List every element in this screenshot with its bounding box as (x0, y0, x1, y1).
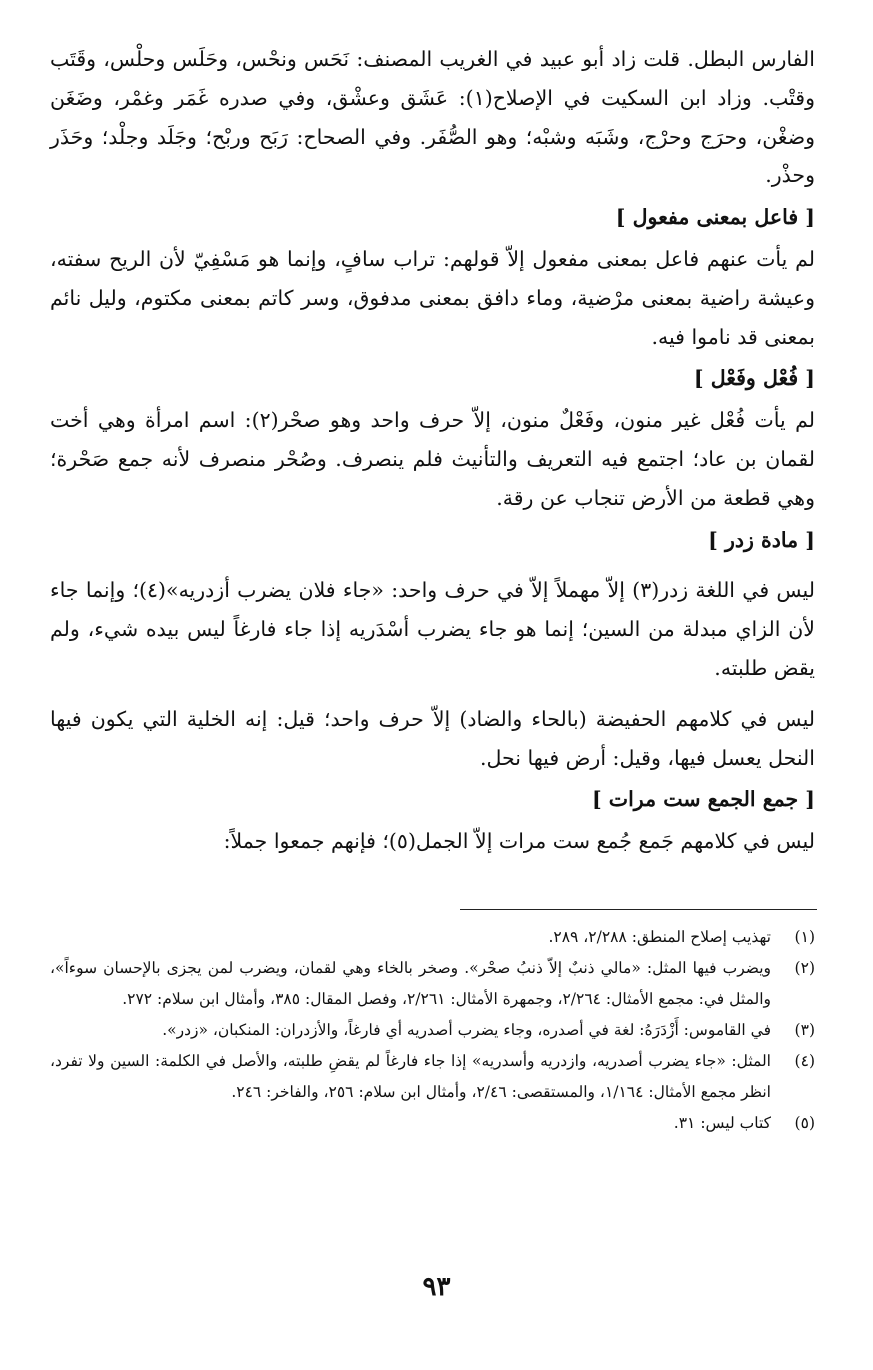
footnote-text: المثل: «جاء يضرب أصدريه، وازدريه وأسدريه» إذا جاء فارغاً لم يقضِ طلبته، والأصل في الكلمة: السين ولا تفرد، انظر مجمع الأمثال: ١/١٦٤، والمستقصى: ٢/٤٦، وأمثال ابن سلام: ٢٥٦، والفاخر: ٢٤٦. (50, 1052, 771, 1101)
footnote-text: ويضرب فيها المثل: «مالي ذنبٌ إلاّ ذنبُ صحْر». وصخر بالخاء وهي لقمان، ويضرب لمن يجزى بالإحسان سوءاً»، والمثل في: مجمع الأمثال: ٢/٢٦٤، وجمهرة الأمثال: ٢/٢٦١، وفصل المقال: ٣٨٥، وأمثال ابن سلام: ٢٧٢. (50, 959, 771, 1008)
footnote-number: (٥) (794, 1114, 815, 1132)
section-heading: [ جمع الجمع ست مرات ] (591, 787, 815, 812)
footnote-separator (460, 909, 817, 910)
body-paragraph: ليس في اللغة زدر(٣) إلاّ مهملاً إلاّ في حرف واحد: «جاء فلان يضرب أزدريه»(٤)؛ وإنما جاء لأن الزاي مبدلة من السين؛ إنما هو جاء يضرب أسْدَريه إذا جاء فارغاً ليس بيده شيء، ولم يقض طلبته. (50, 578, 815, 680)
main-text (50, 40, 815, 861)
footnote-number: (٣) (794, 1021, 815, 1039)
section-heading: [ فاعل بمعنى مفعول ] (615, 205, 815, 230)
footnote-item (50, 1108, 815, 1139)
section-heading: [ مادة زدر ] (708, 527, 815, 552)
footnote-item (50, 922, 815, 953)
body-paragraph: ليس في كلامهم الحفيضة (بالحاء والضاد) إلاّ حرف واحد؛ قيل: إنه الخلية التي يكون فيها النحل يعسل فيها، وقيل: أرض فيها نحل. (50, 706, 815, 770)
footnote-text: تهذيب إصلاح المنطق: ٢/٢٨٨، ٢٨٩. (548, 928, 771, 946)
footnote-number: (٢) (794, 959, 815, 977)
footnote-text: في القاموس: أَزْدَرَهُ: لغة في أصدره، وجاء يضرب أصدريه أي فارغاً، والأزدران: المنكبان، «زدر». (162, 1021, 771, 1039)
body-paragraph: لم يأت فُعْل غير منون، وفَعْلٌ منون، إلاّ حرف واحد وهو صحْر(٢): اسم امرأة وهي أخت لقمان بن عاد؛ اجتمع فيه التعريف والتأنيث فلم ينصرف. وصُحْر منصرف لأنه جمع صَحْرة؛ وهي قطعة من الأرض تنجاب عن رقة. (50, 408, 815, 510)
body-paragraph: ليس في كلامهم جَمع جُمع ست مرات إلاّ الجمل(٥)؛ فإنهم جمعوا جملاً: (223, 829, 815, 854)
footnotes (50, 922, 815, 1139)
footnote-item (50, 1046, 815, 1108)
body-paragraph: الفارس البطل. قلت زاد أبو عبيد في الغريب المصنف: نَحَس ونحْس، وحَلَس وحلْس، وقَتَب وقتْب. وزاد ابن السكيت في الإصلاح(١): عَشَق وعشْق، وفي صدره غَمَر وغمْر، وضَغَن وضغْن، وحرَج وحرْج، وشَبَه وشبْه؛ وهو الصُّفَر. وفي الصحاح: رَبَح وربْح؛ وجَلَد وجلْد؛ وحَذَر وحذْر. (50, 47, 815, 188)
footnote-item (50, 953, 815, 1015)
section-heading: [ فُعْل وفَعْل ] (693, 366, 815, 391)
footnote-item (50, 1015, 815, 1046)
page-number: ٩٣ (422, 1272, 451, 1302)
body-paragraph: لم يأت عنهم فاعل بمعنى مفعول إلاّ قولهم: تراب سافٍ، وإنما هو مَسْفِيّ لأن الريح سفته، وعيشة راضية بمعنى مرْضية، وماء دافق بمعنى مدفوق، وسر كاتم بمعنى مكتوم، وليل نائم بمعنى قد ناموا فيه. (50, 246, 815, 349)
footnote-number: (٤) (794, 1052, 815, 1070)
footnote-number: (١) (794, 928, 815, 946)
footnote-text: كتاب ليس: ٣١. (673, 1114, 771, 1132)
